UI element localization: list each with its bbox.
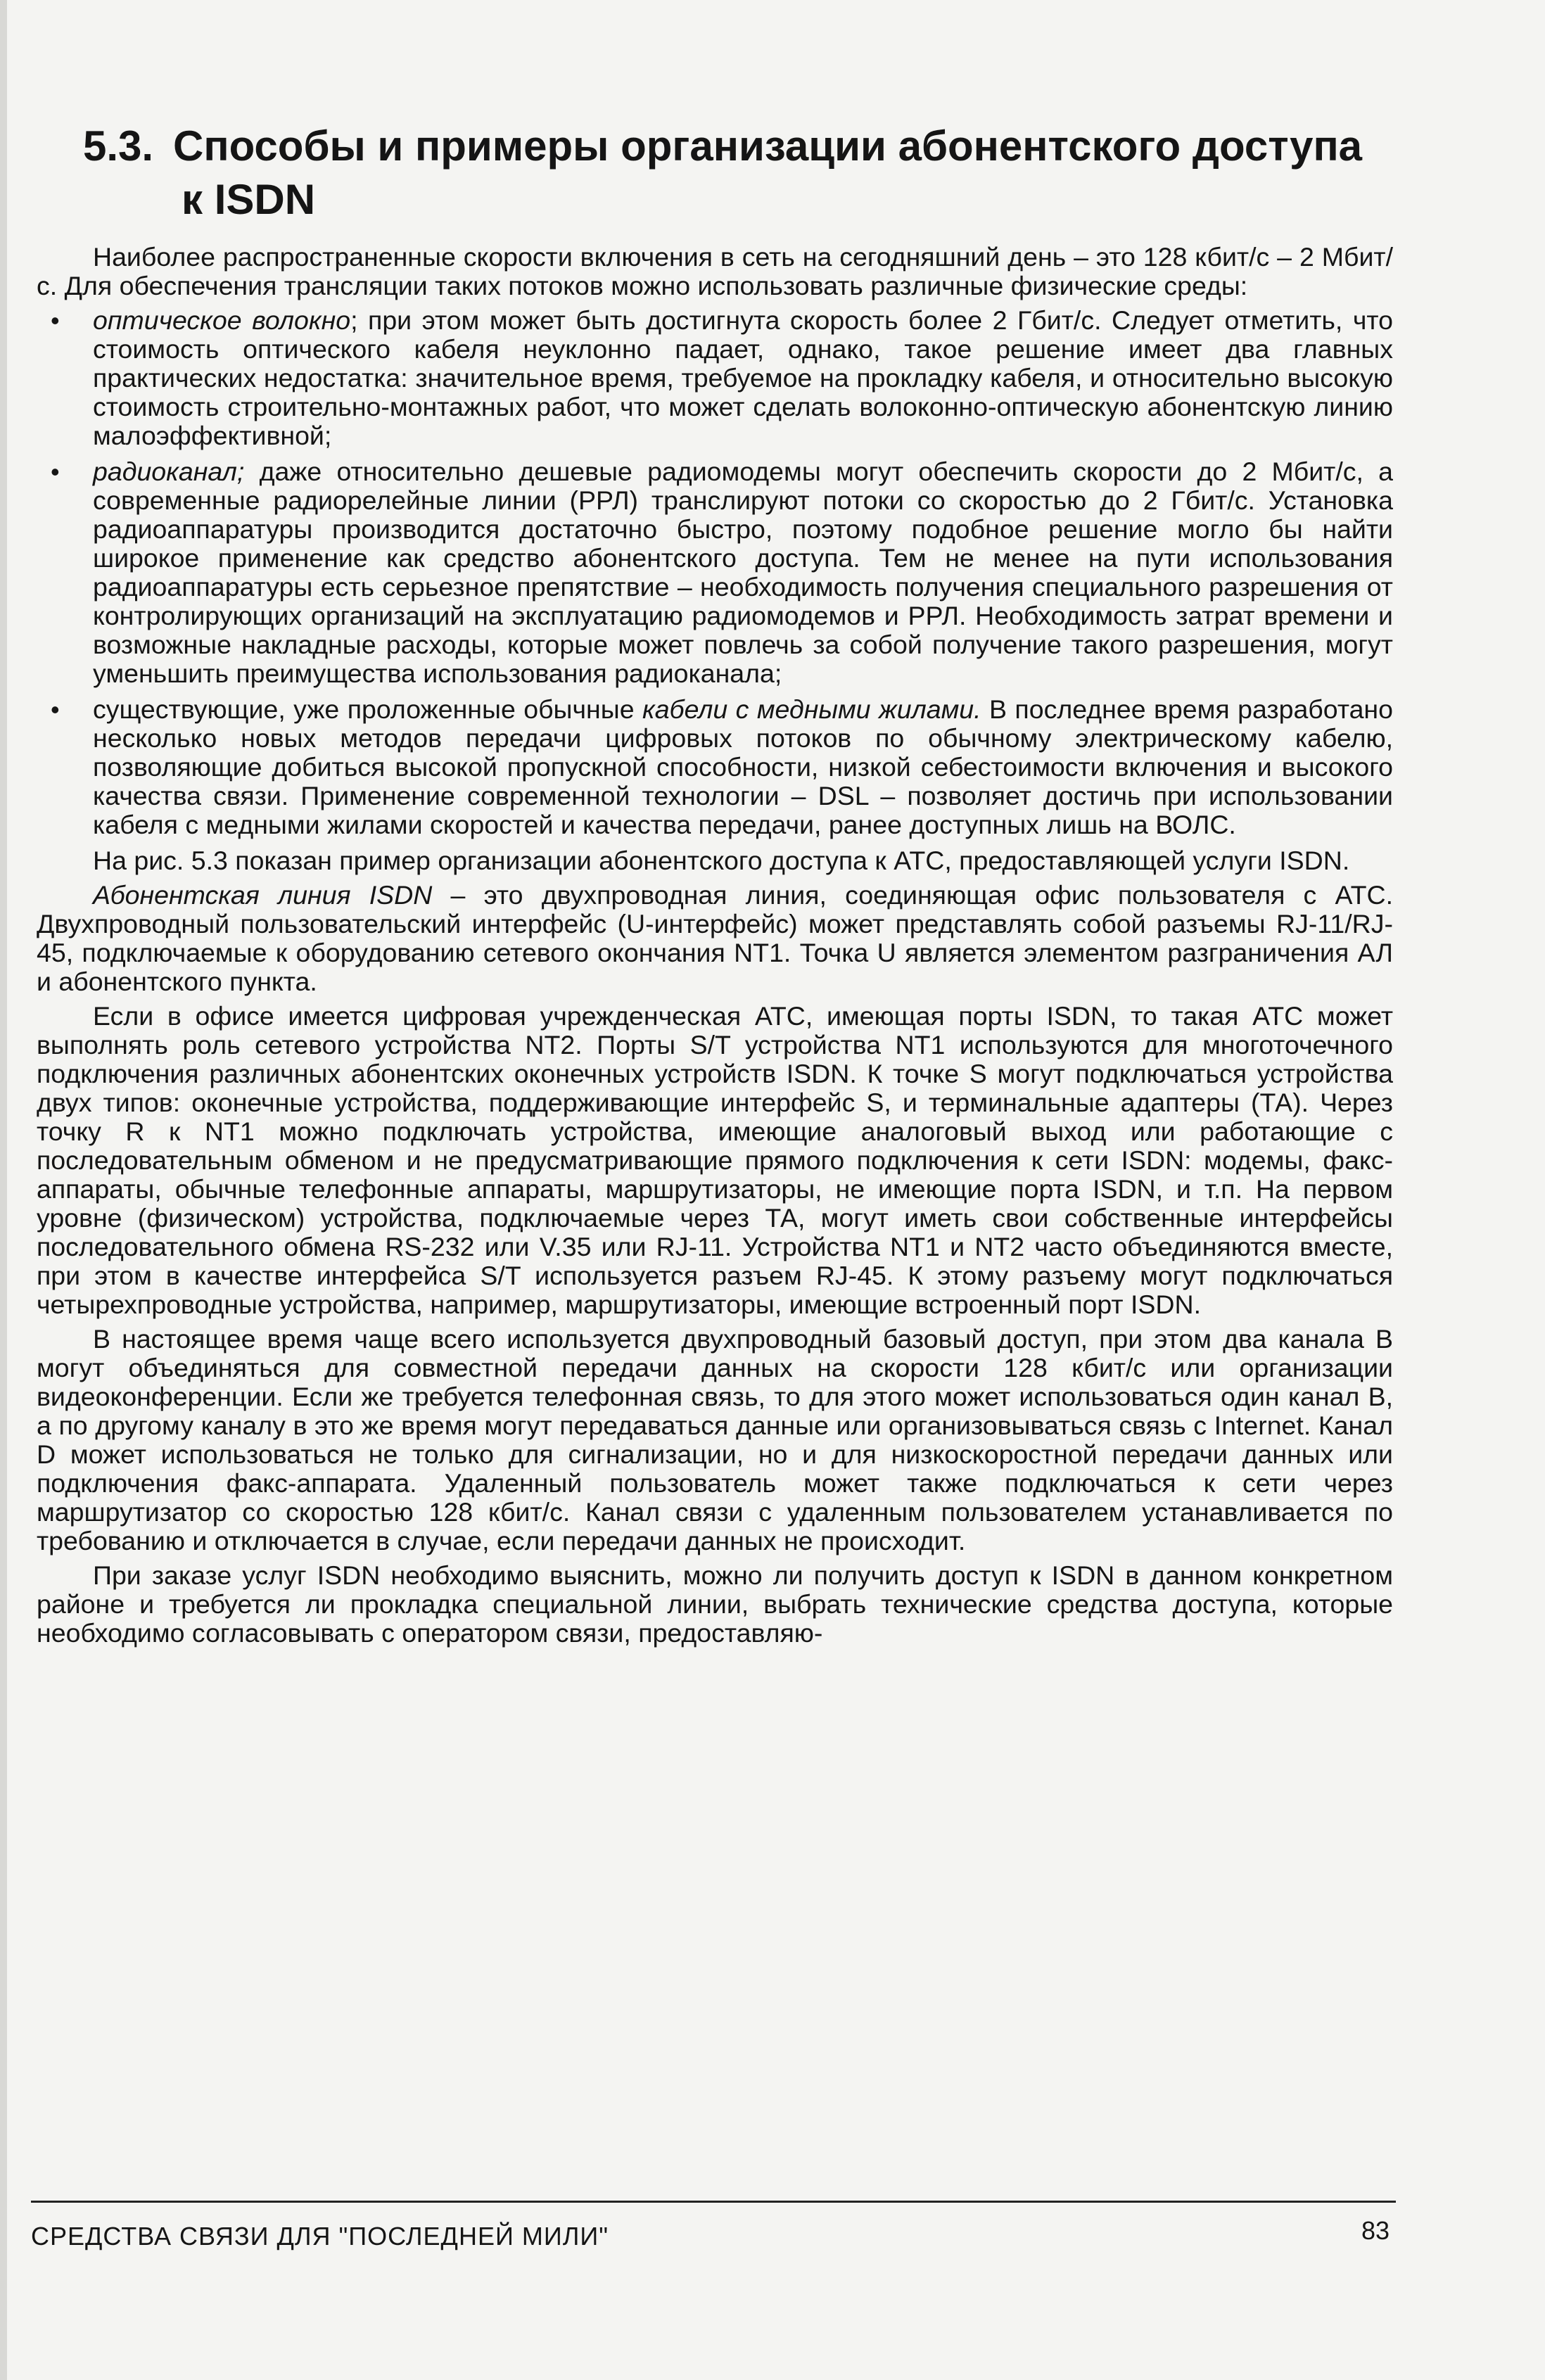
running-footer-title: СРЕДСТВА СВЯЗИ ДЛЯ "ПОСЛЕДНЕЙ МИЛИ" — [31, 2222, 609, 2251]
intro-paragraph: Наиболее распространенные скорости включения в сеть на сегодняшний день – это 128 кбит/с – 2 Мбит/с. Для обеспечения трансляции таких потоков можно использовать различные физические среды: — [37, 242, 1393, 300]
list-item-radio — [37, 457, 1393, 688]
radio-text: даже относительно дешевые радиомодемы могут обеспечить скорости до 2 Мбит/с, а современные радиорелейные линии (РРЛ) транслируют потоки со скоростью до 2 Гбит/с. Установка радиоаппаратуры производится достаточно быстро, поэтому подобное решение могло бы найти широкое применение как средство абонентского доступа. Тем не менее на пути использования радиоаппаратуры есть серьезное препятствие – необходимость получения специального разрешения от контролирующих организаций на эксплуатацию радиомодемов и РРЛ. Необходимость затрат времени и возможные накладные расходы, которые может повлечь за собой получение такого разрешения, могут уменьшить преимущества использования радиоканала; — [93, 457, 1393, 688]
subscriber-line-paragraph — [37, 881, 1393, 996]
bullet-icon: • — [51, 457, 60, 486]
copper-prefix: существующие, уже проложенные обычные — [93, 694, 642, 724]
basic-access-paragraph: В настоящее время чаще всего используется двухпроводный базовый доступ, при этом два канала В могут объединяться для совместной передачи данных на скорости 128 кбит/с или организации видеоконференции. Если же требуется телефонная связь, то для этого может использоваться один канал В, а по другому каналу в это же время могут передаваться данные или организовываться связь с Internet. Канал D может использоваться не только для сигнализации, но и для низкоскоростной передачи данных или подключения факс-аппарата. Удаленный пользователь может также подключаться к сети через маршрутизатор со скоростью 128 кбит/с. Канал связи с удаленным пользователем устанавливается по требованию и отключается в случае, если передачи данных не происходит. — [37, 1324, 1393, 1555]
term-subscriber-line: Абонентская линия ISDN — [93, 880, 433, 910]
figure-reference-paragraph: На рис. 5.3 показан пример организации абонентского доступа к АТС, предоставляющей услуги ISDN. — [93, 846, 1350, 875]
copper-text: В последнее время разработано несколько новых методов передачи цифровых потоков по обычному электрическому кабелю, позволяющие добиться высокой пропускной способности, низкой себестоимости включения и высокого качества связи. Применение современной технологии – DSL – позволяет достичь при использовании кабеля с медными жилами скоростей и качества передачи, ранее доступных лишь на ВОЛС. — [93, 694, 1393, 839]
term-optical: оптическое волокно — [93, 305, 351, 335]
ordering-paragraph: При заказе услуг ISDN необходимо выяснить, можно ли получить доступ к ISDN в данном конкретном районе и требуется ли прокладка специальной линии, выбрать технические средства доступа, которые необходимо согласовывать с оператором связи, предоставляю- — [37, 1560, 1393, 1648]
optical-text: ; при этом может быть достигнута скорость более 2 Гбит/с. Следует отметить, что стоимость оптического кабеля неуклонно падает, однако, такое решение имеет два главных практических недостатка: значительное время, требуемое на прокладку кабеля, и относительно высокую стоимость строительно-монтажных работ, что может сделать волоконно-оптическую абонентскую линию малоэффективной; — [93, 305, 1393, 450]
body-text — [37, 243, 1393, 1653]
section-heading — [83, 120, 1406, 227]
media-list — [37, 306, 1393, 839]
term-copper: кабели с медными жилами. — [642, 694, 981, 724]
section-number: 5.3. — [83, 122, 154, 170]
subscriber-line-text: – это двухпроводная линия, соединяющая офис пользователя с АТС. Двухпроводный пользовательский интерфейс (U-интерфейс) может представлять собой разъемы RJ-11/RJ-45, подключаемые к оборудованию сетевого окончания NT1. Точка U является элементом разграничения АЛ и абонентского пункта. — [37, 880, 1393, 996]
term-radio: радиоканал; — [93, 457, 245, 486]
page-number: 83 — [1361, 2216, 1390, 2245]
office-pbx-paragraph: Если в офисе имеется цифровая учрежденческая АТС, имеющая порты ISDN, то такая АТС может выполнять роль сетевого устройства NT2. Порты S/T устройства NT1 используются для многоточечного подключения различных абонентских оконечных устройств ISDN. К точке S могут подключаться устройства двух типов: оконечные устройства, поддерживающие интерфейс S, и терминальные адаптеры (ТА). Через точку R к NT1 можно подключать устройства, имеющие аналоговый выход или работающие с последовательным обменом и не предусматривающие прямого подключения к сети ISDN: модемы, факс-аппараты, обычные телефонные аппараты, маршрутизаторы, не имеющие порта ISDN, и т.п. На первом уровне (физическом) устройства, подключаемые через ТА, могут иметь свои собственные интерфейсы последовательного обмена RS-232 или V.35 или RJ-11. Устройства NT1 и NT2 часто объединяются вместе, при этом в качестве интерфейса S/T используется разъем RJ-45. К этому разъему могут подключаться четырехпроводные устройства, например, маршрутизаторы, имеющие встроенный порт ISDN. — [37, 1001, 1393, 1319]
list-item-copper — [37, 695, 1393, 839]
bullet-icon: • — [51, 695, 60, 724]
section-title-line2: к ISDN — [182, 176, 316, 223]
section-title-line1: Способы и примеры организации абонентского доступа — [173, 122, 1363, 170]
scan-edge — [0, 0, 7, 2380]
footer-divider — [31, 2201, 1396, 2203]
bullet-icon: • — [51, 306, 60, 335]
list-item-optical — [37, 306, 1393, 450]
